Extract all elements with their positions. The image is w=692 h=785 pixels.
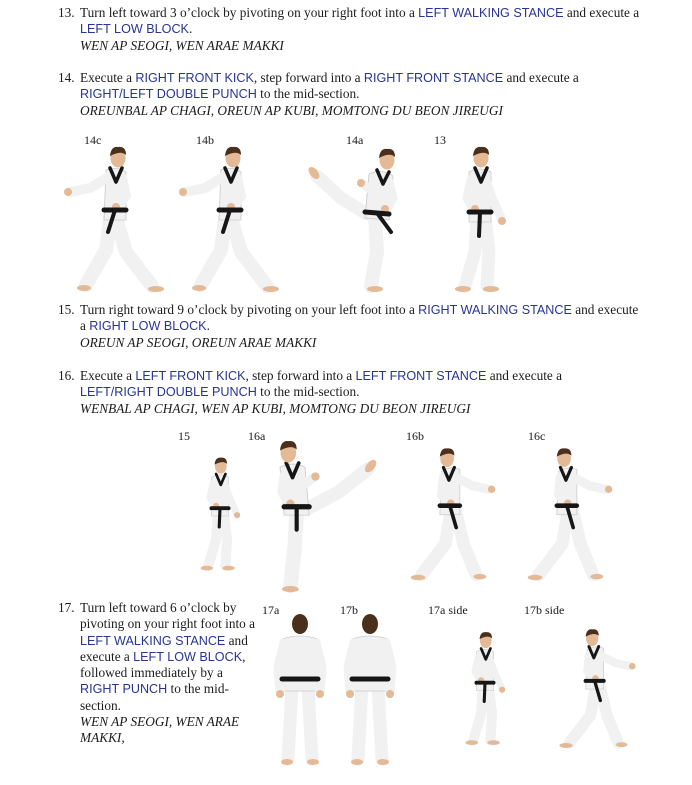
technique-keyword: RIGHT/LEFT DOUBLE PUNCH	[80, 87, 257, 102]
left-leg	[358, 687, 362, 759]
right-leg	[573, 513, 593, 575]
right-leg	[485, 218, 489, 286]
figure-17b-side	[548, 602, 638, 772]
right-leg	[308, 687, 312, 759]
photo-label: 17b side	[524, 603, 565, 617]
technique-keyword: RIGHT FRONT KICK	[135, 71, 254, 85]
hand	[276, 690, 284, 698]
left-leg	[422, 513, 451, 575]
technique-keyword: LEFT/RIGHT DOUBLE PUNCH	[80, 385, 257, 400]
photo-label: 17a	[262, 603, 280, 617]
photo-label: 13	[434, 133, 446, 147]
foot	[307, 759, 319, 765]
foot	[148, 286, 164, 292]
step-number: 15.	[58, 302, 75, 317]
right-leg	[231, 218, 267, 286]
left-leg	[539, 513, 568, 575]
right-leg	[456, 513, 476, 575]
right-leg	[116, 218, 152, 286]
fist	[629, 663, 636, 670]
foot	[201, 566, 213, 571]
right-leg	[600, 687, 618, 743]
figure-14b	[175, 140, 285, 295]
figure-15	[185, 430, 255, 595]
technique-keyword: LEFT WALKING STANCE	[418, 6, 564, 20]
foot	[367, 286, 383, 292]
figure-13	[435, 140, 525, 295]
head-back	[292, 614, 308, 634]
figure-17b	[340, 602, 400, 772]
left-leg	[569, 687, 595, 743]
step-14-instruction	[80, 70, 579, 101]
left-leg	[86, 218, 110, 285]
belt-tail	[479, 212, 480, 236]
technique-keyword: LEFT FRONT STANCE	[355, 369, 487, 383]
step-16-instruction	[80, 368, 562, 399]
technique-keyword: RIGHT FRONT STANCE	[363, 71, 504, 85]
step-15-korean: OREUN AP SEOGI, OREUN ARAE MAKKI	[80, 334, 317, 350]
right-leg	[224, 513, 227, 566]
foot	[483, 286, 499, 292]
step-number: 17.	[58, 600, 75, 615]
left-leg	[288, 687, 292, 759]
step-15-text	[80, 302, 640, 351]
step-13-text	[80, 5, 640, 54]
left-leg	[465, 218, 477, 286]
foot	[455, 286, 471, 292]
instruction-text: Turn left toward 6 o’clock by pivoting on your right foot into a	[80, 600, 256, 632]
left-leg	[473, 687, 482, 740]
fist	[179, 188, 187, 196]
punching-arm	[70, 176, 110, 192]
right-leg	[489, 687, 492, 740]
step-number: 16.	[58, 368, 75, 383]
photo-label: 14a	[346, 133, 364, 147]
fist	[311, 472, 319, 480]
foot	[377, 759, 389, 765]
step-13-instruction	[80, 5, 639, 36]
instruction-text: and execute a	[80, 632, 248, 664]
figure-14c	[60, 140, 170, 295]
technique-keyword: LEFT WALKING STANCE	[80, 633, 226, 648]
step-15-instruction	[80, 302, 638, 333]
instruction-text: Turn left toward 3 o’clock by pivoting on your right foot into a	[80, 5, 419, 20]
foot	[351, 759, 363, 765]
technique-keyword: LEFT LOW BLOCK	[133, 649, 243, 664]
step-number: 14.	[58, 70, 75, 85]
instruction-text: Turn right toward 9 o’clock by pivoting on your left foot into a	[80, 302, 419, 317]
foot	[263, 286, 279, 292]
chamber-arm	[210, 483, 215, 505]
step-number: 13.	[58, 5, 75, 20]
technique-keyword: RIGHT PUNCH	[80, 682, 168, 697]
instruction-text: , step forward into a	[253, 70, 364, 85]
instruction-text: to the mid-section.	[256, 384, 360, 400]
foot	[411, 575, 426, 580]
photo-row-3	[0, 600, 692, 780]
photo-label: 16a	[248, 429, 266, 443]
instruction-text: .	[206, 318, 210, 334]
foot	[559, 743, 572, 748]
instruction-text: to the mid-section.	[256, 86, 360, 102]
foot	[77, 285, 91, 291]
step-14-korean: OREUNBAL AP CHAGI, OREUN AP KUBI, MOMTONG DU BEON JIREUGI	[80, 102, 503, 118]
instruction-text: Execute a	[80, 368, 136, 383]
instruction-text: and execute a	[563, 5, 640, 20]
fist	[488, 486, 495, 493]
chamber-arm	[387, 182, 393, 208]
chamber-arm	[467, 180, 473, 208]
instruction-text: , followed immediately by a	[80, 648, 246, 681]
foot	[590, 574, 603, 579]
punching-arm	[185, 176, 225, 192]
step-16-text	[80, 368, 590, 417]
technique-keyword: RIGHT WALKING STANCE	[418, 303, 572, 317]
belt-tail	[219, 508, 220, 527]
hand	[316, 690, 324, 698]
photo-label: 17b	[340, 603, 358, 617]
foot	[473, 574, 486, 579]
instruction-text: to the mid-section.	[80, 681, 229, 713]
figure-17a	[270, 602, 330, 772]
foot	[616, 742, 627, 747]
step-17-korean: WEN AP SEOGI, WEN ARAE MAKKI,	[80, 714, 240, 746]
figure-16c	[515, 430, 615, 595]
fist	[605, 486, 612, 493]
foot	[487, 740, 499, 745]
foot	[466, 740, 478, 745]
step-14-text	[80, 70, 600, 119]
foot	[192, 285, 206, 291]
foot	[222, 566, 234, 571]
step-16-korean: WENBAL AP CHAGI, WEN AP KUBI, MOMTONG DU BEON JIREUGI	[80, 400, 471, 416]
photo-label: 16b	[406, 429, 424, 443]
hand	[346, 690, 354, 698]
instruction-text: .	[188, 21, 193, 37]
technique-keyword: RIGHT LOW BLOCK	[89, 319, 207, 334]
hand	[386, 690, 394, 698]
technique-keyword: LEFT LOW BLOCK	[80, 22, 189, 37]
figure-16a	[255, 430, 380, 595]
instruction-text: and execute a	[486, 368, 563, 383]
photo-row-2	[0, 420, 692, 595]
chamber-arm	[475, 658, 480, 680]
figure-16b	[398, 430, 498, 595]
fist	[64, 188, 72, 196]
fist	[499, 687, 505, 693]
instruction-text: and execute a	[80, 302, 639, 334]
standing-leg	[371, 216, 377, 286]
foot	[282, 586, 299, 592]
left-leg	[208, 513, 217, 566]
instruction-text: and execute a	[503, 70, 579, 85]
left-leg	[201, 218, 225, 285]
photo-label: 14b	[196, 133, 214, 147]
fist	[234, 512, 240, 518]
fist	[357, 179, 365, 187]
fist	[498, 217, 506, 225]
photo-row-1	[0, 122, 692, 297]
foot	[281, 759, 293, 765]
belt-tail	[484, 683, 485, 702]
photo-label: 14c	[84, 133, 102, 147]
photo-label: 17a side	[428, 603, 468, 617]
right-leg	[378, 687, 382, 759]
head-back	[362, 614, 378, 634]
figure-17a-side	[450, 602, 520, 772]
technique-keyword: LEFT FRONT KICK	[135, 369, 246, 383]
step-13-korean: WEN AP SEOGI, WEN ARAE MAKKI	[80, 37, 284, 53]
instruction-text: Execute a	[80, 70, 136, 85]
photo-label: 15	[178, 429, 190, 443]
photo-label: 16c	[528, 429, 546, 443]
foot	[528, 575, 543, 580]
figure-14a	[305, 140, 425, 295]
instruction-text: , step forward into a	[245, 368, 356, 383]
